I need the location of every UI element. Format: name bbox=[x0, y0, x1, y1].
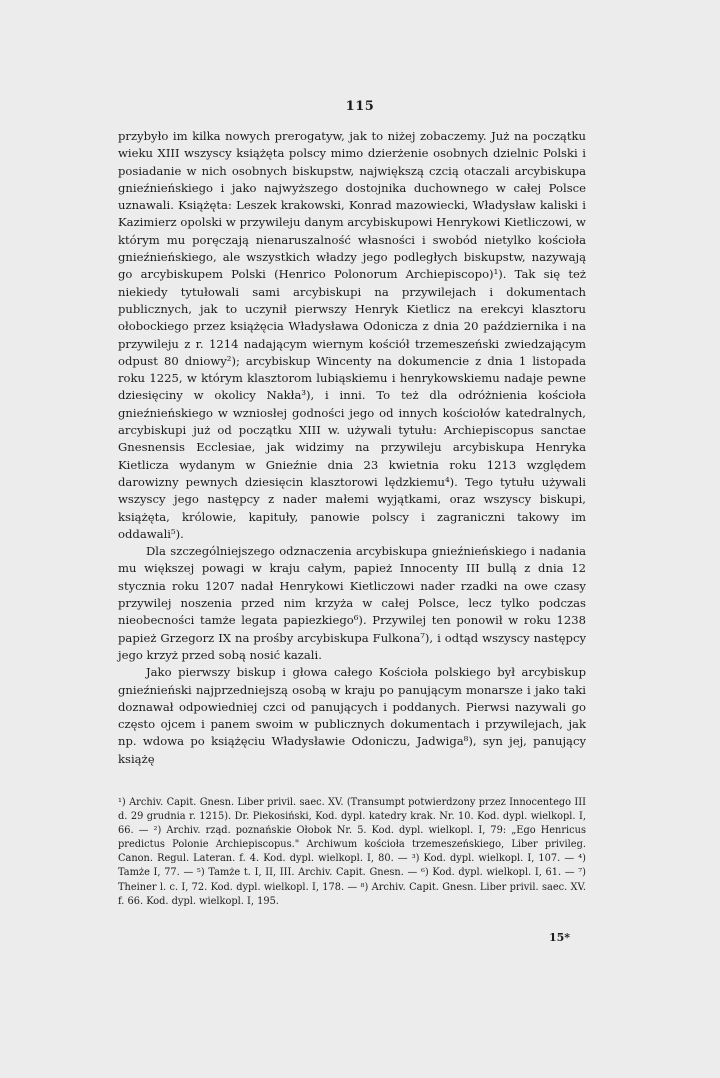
paragraph-2: Dla szczególniejszego odznaczenia arcybiskupa gnieźnieńskiego i nadania mu większej powagi w kraju całym, papież Innocenty III bullą z dnia 12 stycznia roku 1207 nadał Henrykowi Kietliczowi nader rzadki na owe czasy przywilej noszenia przed nim krzyża w całej Polsce, lecz tylko podczas nieobecności tamże legata papiezkiego⁶). Przywilej ten ponowił w roku 1238 papież Grzegorz IX na prośby arcybiskupa Fulkona⁷), i odtąd wszyscy następcy jego krzyż przed sobą nosić kazali. bbox=[118, 544, 586, 662]
body-text bbox=[118, 128, 586, 768]
paragraph-3: Jako pierwszy biskup i głowa całego Kościoła polskiego był arcybiskup gnieźnieński najprzedniejszą osobą w kraju po panującym monarsze i jako taki doznawał odpowiedniej czci od panujących i poddanych. Pierwsi nazywali go często ojcem i panem swoim w publicznych dokumentach i przywilejach, jak np. wdowa po książęciu Władysławie Odoniczu, Jadwiga⁸), syn jej, panujący książę bbox=[118, 665, 586, 766]
footnotes: ¹) Archiv. Capit. Gnesn. Liber privil. saec. XV. (Transumpt potwierdzony przez Innocentego III d. 29 grudnia r. 1215). Dr. Piekosiński, Kod. dypl. katedry krak. Nr. 10. Kod. dypl. wielkopl. I, 66. — ²) Archiv. rząd. poznańskie Ołobok Nr. 5. Kod. dypl. wielkopl. I, 79: „Ego Henricus predictus Polonie Archiepiscopus." Archiwum kościoła trzemeszeńskiego, Liber privileg. Canon. Regul. Lateran. f. 4. Kod. dypl. wielkopl. I, 80. — ³) Kod. dypl. wielkopl. I, 107. — ⁴) Tamże I, 77. — ⁵) Tamże t. I, II, III. Archiv. Capit. Gnesn. — ⁶) Kod. dypl. wielkopl. I, 61. — ⁷) Theiner l. c. I, 72. Kod. dypl. wielkopl. I, 178. — ⁸) Archiv. Capit. Gnesn. Liber privil. saec. XV. f. 66. Kod. dypl. wielkopl. I, 195. bbox=[118, 797, 586, 907]
paragraph-1: przybyło im kilka nowych prerogatyw, jak to niżej zobaczemy. Już na początku wieku XIII wszyscy książęta polscy mimo dzierżenie osobnych dzielnic Polski i posiadanie w nich osobnych biskupstw, największą czcią otaczali arcybiskupa gnieźnieńskiego i jako najwyższego dostojnika duchownego w całej Polsce uznawali. Książęta: Leszek krakowski, Konrad mazowiecki, Władysław kaliski i Kazimierz opolski w przywileju danym arcybiskupowi Henrykowi Kietliczowi, w którym mu poręczają nienaruszalność własności i swobód nietylko kościoła gnieźnieńskiego, ale wszystkich władzy jego podległych biskupstw, nazywają go arcybiskupem Polski (Henrico Polonorum Archiepiscopo)¹). Tak się też niekiedy tytułowali sami arcybiskupi na przywilejach i dokumentach publicznych, jak to uczynił pierwszy Henryk Kietlicz na erekcyi klasztoru ołobockiego przez książęcia Władysława Odonicza z dnia 20 października i na przywileju z r. 1214 nadającym wiernym kościół trzemeszeński zwiedzającym odpust 80 dniowy²); arcybiskup Wincenty na dokumencie z dnia 1 listopada roku 1225, w którym klasztorom lubiąskiemu i henrykowskiemu nadaje pewne dziesięciny w okolicy Nakła³), i inni. To też dla odróżnienia kościoła gnieźnieńskiego w wzniosłej godności jego od innych kościołów katedralnych, arcybiskupi już od początku XIII w. używali tytułu: Archiepiscopus sanctae Gnesnensis Ecclesiae, jak widzimy na przywileju arcybiskupa Henryka Kietlicza wydanym w Gnieźnie dnia 23 kwietnia roku 1213 względem darowizny pewnych dziesięcin klasztorowi lędzkiemu⁴). Tego tytułu używali wszyscy jego następcy z nader małemi wyjątkami, oraz wszyscy biskupi, książęta, królowie, kapituły, panowie polscy i zagraniczni takowy im oddawali⁵). bbox=[118, 129, 586, 541]
signature-mark: 15* bbox=[549, 931, 571, 944]
page-number: 115 bbox=[345, 99, 375, 114]
